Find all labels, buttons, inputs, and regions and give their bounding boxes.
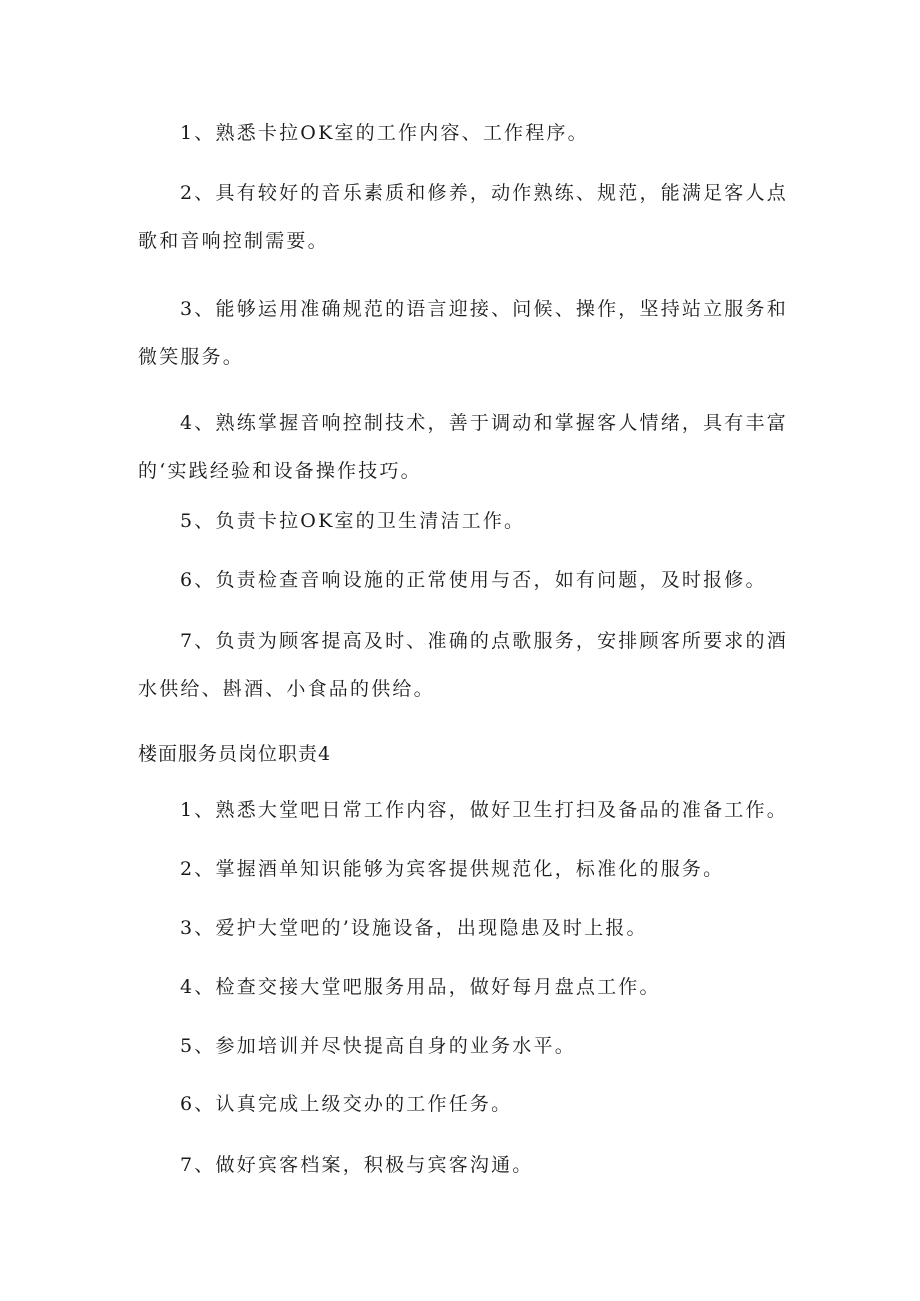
- paragraph-a1: 1、熟悉卡拉OK室的工作内容、工作程序。: [180, 122, 589, 144]
- paragraph-b2: 2、掌握酒单知识能够为宾客提供规范化，标准化的服务。: [180, 858, 725, 880]
- paragraph-a2: 2、具有较好的音乐素质和修养，动作熟练、规范，能满足客人点歌和音响控制需要。: [138, 182, 788, 252]
- paragraph-a5: 5、负责卡拉OK室的卫生清洁工作。: [180, 510, 526, 532]
- paragraph-b6: 6、认真完成上级交办的工作任务。: [180, 1093, 513, 1115]
- paragraph-b1: 1、熟悉大堂吧日常工作内容，做好卫生打扫及备品的准备工作。: [180, 799, 788, 821]
- paragraph-b5: 5、参加培训并尽快提高自身的业务水平。: [180, 1035, 576, 1057]
- section-heading: 楼面服务员岗位职责4: [138, 743, 332, 765]
- paragraph-a3: 3、能够运用准确规范的语言迎接、问候、操作，坚持站立服务和微笑服务。: [138, 298, 788, 368]
- paragraph-b4: 4、检查交接大堂吧服务用品，做好每月盘点工作。: [180, 976, 661, 998]
- paragraph-b3: 3、爱护大堂吧的’设施设备，出现隐患及时上报。: [180, 917, 648, 939]
- paragraph-a6: 6、负责检查音响设施的正常使用与否，如有问题，及时报修。: [180, 569, 767, 591]
- paragraph-a7: 7、负责为顾客提高及时、准确的点歌服务，安排顾客所要求的酒水供给、斟酒、小食品的供给。: [138, 630, 788, 700]
- paragraph-b7: 7、做好宾客档案，积极与宾客沟通。: [180, 1154, 534, 1176]
- paragraph-a4: 4、熟练掌握音响控制技术，善于调动和掌握客人情绪，具有丰富的‘实践经验和设备操作技巧。: [138, 412, 788, 482]
